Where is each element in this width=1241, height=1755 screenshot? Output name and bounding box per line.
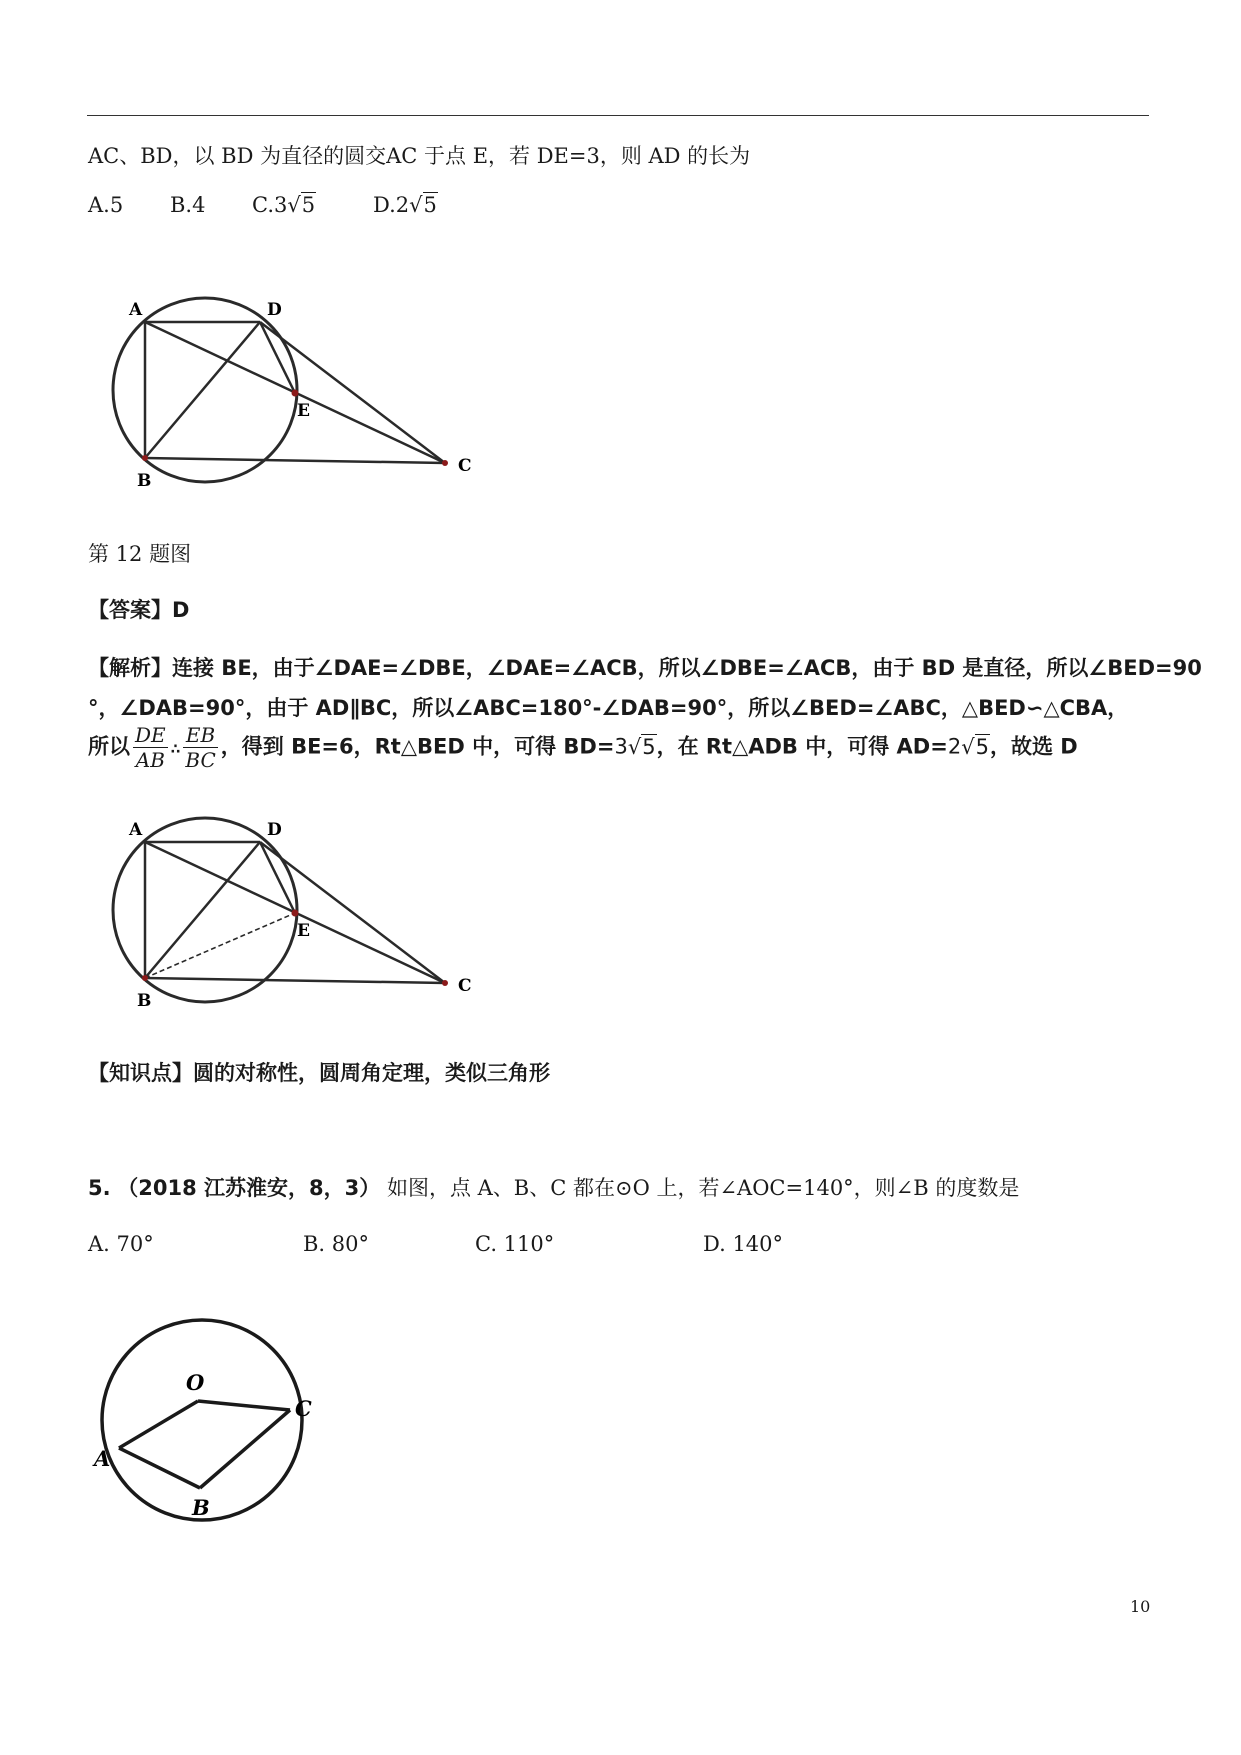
point-b — [142, 455, 148, 461]
q5-figure — [90, 1310, 330, 1540]
figure-caption: 第 12 题图 — [88, 542, 192, 566]
segment-be-dashed — [145, 913, 295, 978]
q4-option-d: D.2√5 — [373, 193, 437, 217]
point-b — [142, 975, 148, 981]
segment-ab — [119, 1448, 200, 1488]
label-e: E — [297, 921, 310, 941]
fraction-de-ab: $\frac{DE}{AB}$ — [135, 723, 166, 772]
label-a: A — [129, 300, 143, 320]
label-a: A — [94, 1446, 111, 1471]
q5-option-d: D. 140° — [703, 1232, 784, 1256]
analysis-line-3: 所以 $\frac{DE}{AB}$ ∴ $\frac{EB}{BC}$ ，得到 BE=6，Rt△BED 中，可得 BD=3√5，在 Rt△ADB 中，可得 AD=2√5，故选 D — [88, 723, 1078, 772]
segment-bd — [145, 842, 260, 978]
answer-line: 【答案】D — [88, 598, 190, 622]
segment-bc — [145, 458, 445, 463]
point-e — [292, 390, 299, 397]
q5-option-a: A. 70° — [88, 1232, 154, 1256]
point-c — [442, 980, 448, 986]
segment-oa — [119, 1401, 198, 1448]
segment-oc — [198, 1401, 290, 1410]
label-b: B — [192, 1495, 210, 1520]
header-rule — [87, 115, 1149, 116]
segment-bc — [145, 978, 445, 983]
fraction-eb-bc: $\frac{EB}{BC}$ — [185, 723, 216, 772]
q4-option-c: C.3√5 — [252, 193, 316, 217]
q4-option-a: A.5 — [88, 193, 124, 217]
point-e — [292, 910, 299, 917]
knowledge-line: 【知识点】圆的对称性，圆周角定理，类似三角形 — [88, 1061, 550, 1085]
segment-dc — [260, 842, 445, 983]
q4-option-b: B.4 — [170, 193, 206, 217]
segment-bd — [145, 322, 260, 458]
label-b: B — [137, 991, 152, 1011]
label-c: C — [458, 976, 472, 996]
q4-solution-figure — [95, 805, 495, 1020]
label-b: B — [137, 471, 152, 491]
q5-stem: 5. （2018 江苏淮安，8，3） 如图，点 A、B、C 都在⊙O 上，若∠AOC=140°，则∠B 的度数是 — [88, 1176, 1020, 1200]
q4-stem: AC、BD，以 BD 为直径的圆交AC 于点 E，若 DE=3，则 AD 的长为 — [88, 144, 751, 168]
circle — [113, 298, 297, 482]
label-o: O — [186, 1370, 205, 1395]
segment-dc — [260, 322, 445, 463]
label-e: E — [297, 401, 310, 421]
q4-figure — [95, 285, 495, 500]
q5-option-c: C. 110° — [475, 1232, 555, 1256]
segment-bc — [200, 1410, 290, 1488]
label-a: A — [129, 820, 143, 840]
label-d: D — [267, 820, 282, 840]
label-c: C — [458, 456, 472, 476]
label-c: C — [295, 1396, 312, 1421]
label-d: D — [267, 300, 282, 320]
page-number: 10 — [1130, 1597, 1151, 1616]
circle-o — [102, 1320, 302, 1520]
point-c — [442, 460, 448, 466]
circle — [113, 818, 297, 1002]
analysis-line-1: 【解析】连接 BE，由于∠DAE=∠DBE，∠DAE=∠ACB，所以∠DBE=∠ACB，由于 BD 是直径，所以∠BED=90 — [88, 656, 1202, 680]
analysis-line-2: °，∠DAB=90°，由于 AD∥BC，所以∠ABC=180°-∠DAB=90°，所以∠BED=∠ABC，△BED∽△CBA， — [88, 696, 1129, 720]
q5-option-b: B. 80° — [303, 1232, 370, 1256]
